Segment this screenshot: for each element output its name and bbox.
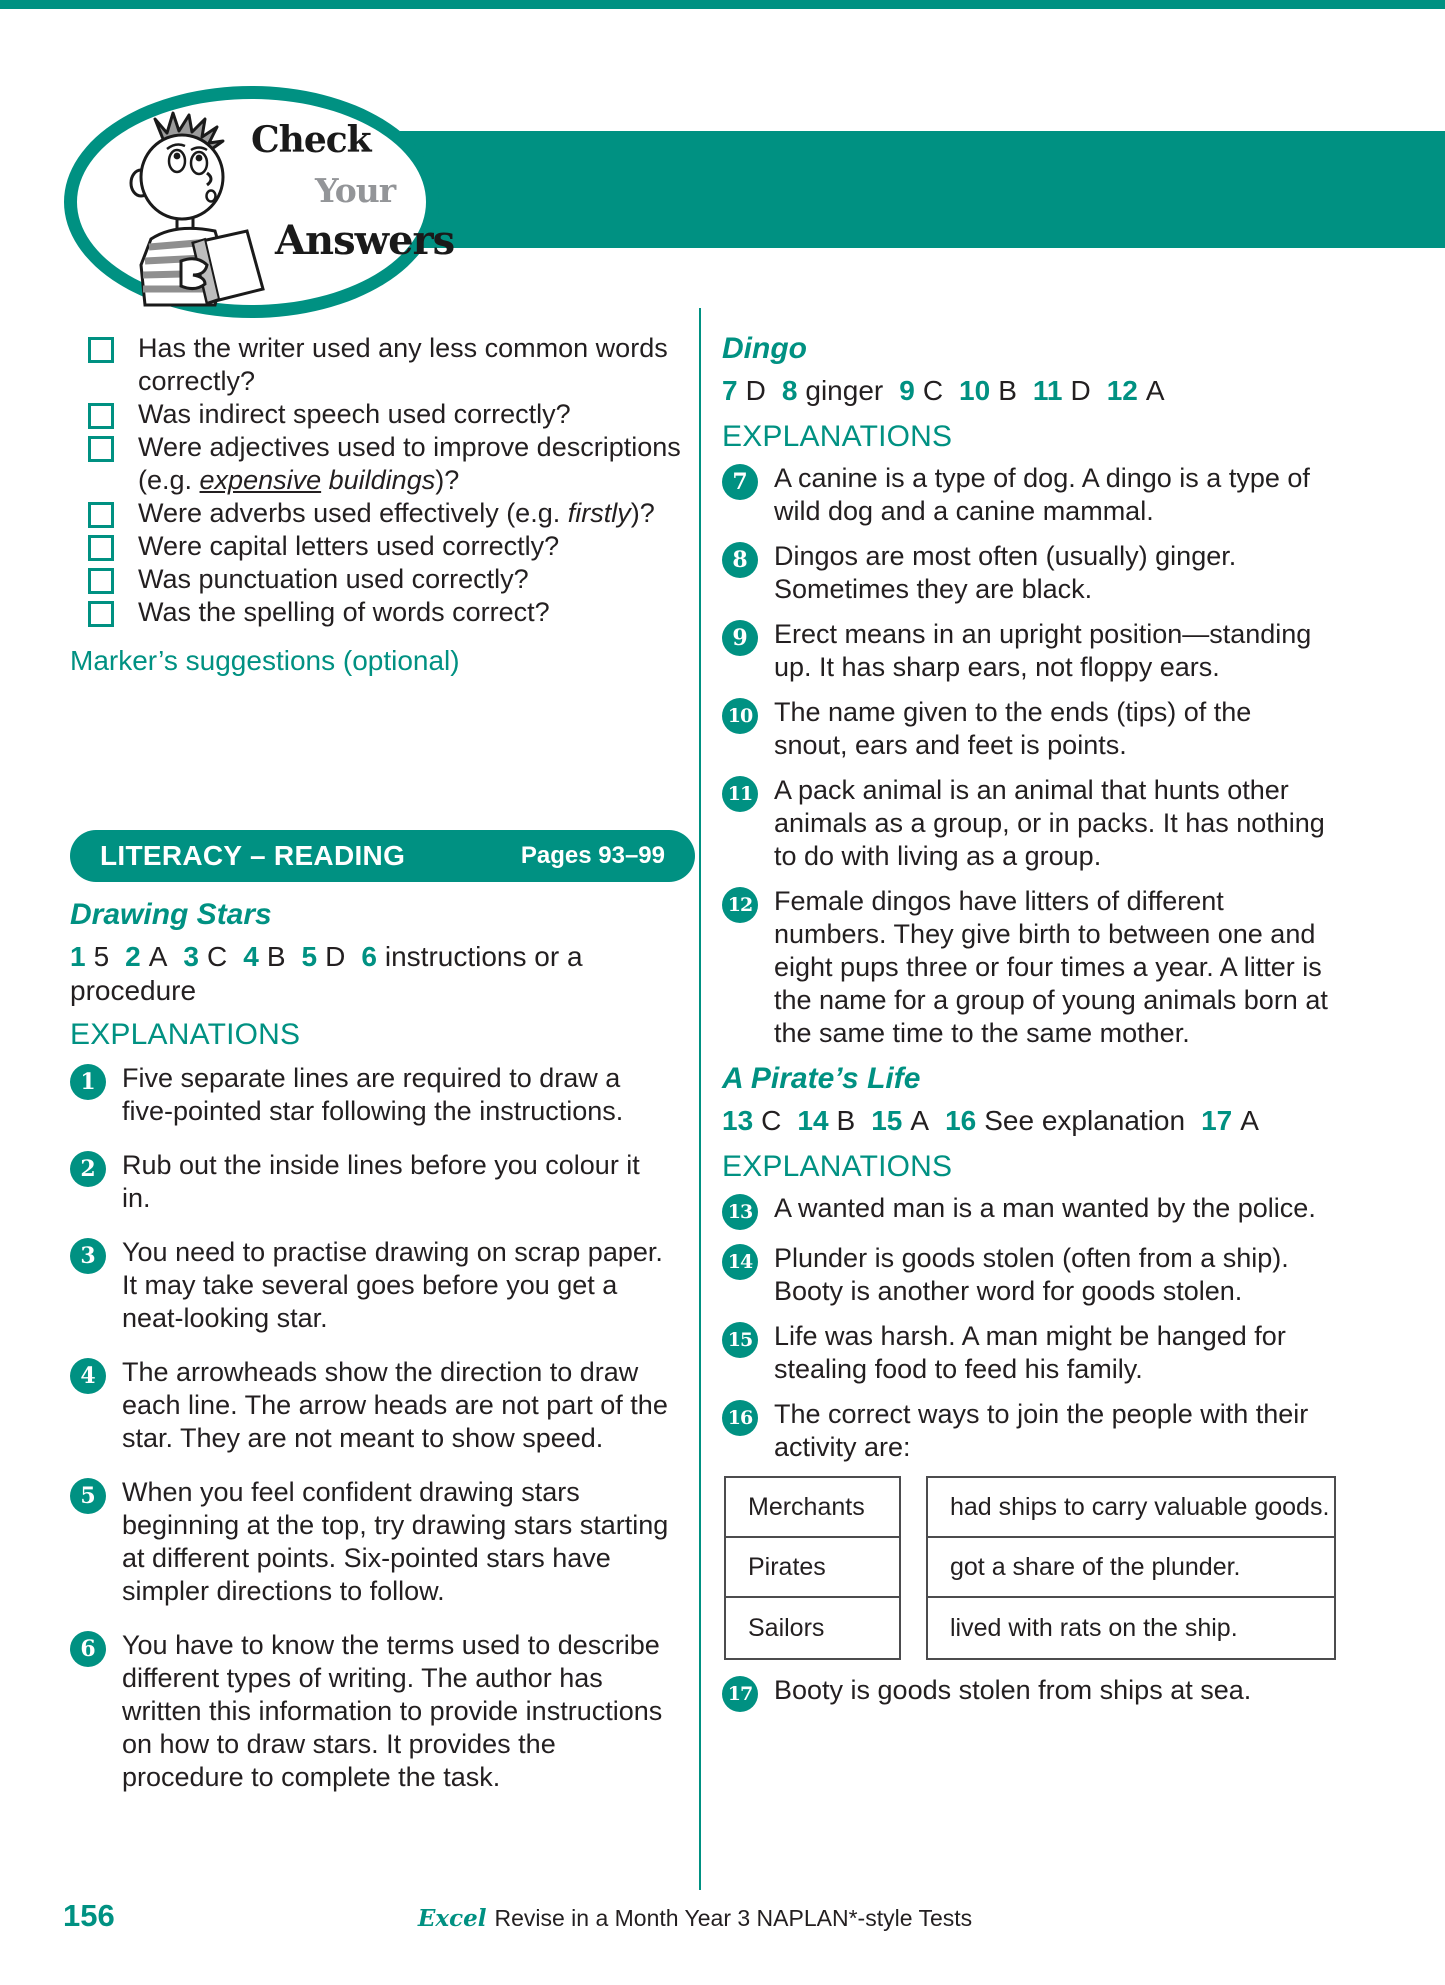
answer-number: 4 [243,941,259,972]
answer-value: A [1240,1105,1259,1136]
answer-value: D [325,941,346,972]
top-edge-strip [0,0,1445,9]
explanation-number-badge: 5 [70,1478,106,1514]
answer-number: 12 [1106,375,1138,406]
match-table-cell-person: Sailors [748,1613,825,1642]
answer-value: C [761,1105,782,1136]
explanation-text: The correct ways to join the people with their activity are: [774,1399,1309,1462]
explanation-number-badge: 7 [722,464,758,500]
text-segment: Were capital letters used correctly? [138,531,560,561]
explanation-number-badge: 13 [722,1194,758,1230]
explanation-item [722,1320,1362,1386]
explanation-item [70,1476,684,1608]
section-title: LITERACY – READING [100,840,406,871]
checklist-item [68,530,682,563]
answer-value: A [1145,375,1165,406]
explanation-number-badge: 4 [70,1358,106,1394]
explanation-item [722,885,1362,1050]
answer-value: C [922,375,944,406]
check-your-answers-logo [64,86,455,318]
explanation-item [70,1629,684,1794]
explanation-item [70,1062,684,1128]
explanation-text: Life was harsh. A man might be hanged for stealing food to feed his family. [774,1321,1286,1384]
explanation-item [70,1236,684,1335]
answer-value: instructions or a procedure [70,941,583,1006]
explanation-number-badge: 14 [722,1244,758,1280]
explanation-number-badge: 12 [722,887,758,923]
explanation-text: The arrowheads show the direction to draw each line. The arrow heads are not part of the star. They are not meant to show speed. [122,1357,668,1453]
answer-number: 16 [945,1105,977,1136]
match-table-activity-column [926,1476,1336,1660]
literacy-reading-section-header [70,830,695,882]
explanation-text: The name given to the ends (tips) of the snout, ears and feet is points. [774,697,1252,760]
checklist-item-text [138,497,682,530]
checkbox-icon [88,337,114,363]
logo-text-check: Check [251,119,371,161]
answer-pair [722,375,766,406]
answer-pair [722,1105,781,1136]
explanation-number-badge: 15 [722,1322,758,1358]
answer-pair [302,941,346,972]
checklist-item [68,563,682,596]
checkbox-icon [88,535,114,561]
answer-pair [125,941,167,972]
text-segment: )? [435,465,460,495]
marker-suggestions-note: Marker’s suggestions (optional) [70,645,460,676]
answer-pair [243,941,285,972]
explanation-item [722,1674,1362,1712]
answer-number: 2 [125,941,141,972]
text-segment: firstly [567,498,631,528]
page-subtitle: Sample Test Paper 1—Literacy [888,319,1372,358]
page-number: 156 [63,1898,115,1933]
drawing-stars-answers [70,940,660,1008]
pirates-answers [722,1104,1362,1138]
text-segment: Were adjectives used to improve descriptions (e.g. [138,432,681,495]
passage-title-dingo: Dingo [722,332,807,365]
answer-number: 9 [899,375,915,406]
answer-number: 7 [722,375,738,406]
explanation-item [722,774,1362,873]
explanation-text: Dingos are most often (usually) ginger. Sometimes they are black. [774,541,1237,604]
answer-pair [945,1105,1185,1136]
match-table-cell-person: Pirates [726,1538,899,1598]
answer-pair [899,375,943,406]
drawing-stars-explanations [70,1062,684,1794]
explanation-number-badge: 8 [722,542,758,578]
passage-title-drawing-stars: Drawing Stars [70,898,272,931]
explanation-number-badge: 6 [70,1631,106,1667]
answer-number: 8 [781,375,798,406]
dingo-explanations [722,462,1362,1050]
explanation-item [722,696,1362,762]
pirates-explanations [722,1192,1362,1464]
text-segment: Were adverbs used effectively (e.g. [138,498,568,528]
text-segment: Was the spelling of words correct? [138,597,550,627]
explanation-number-badge: 11 [722,776,758,812]
checklist-item-text [138,398,682,431]
logo-text-answers: Answers [275,217,455,264]
text-segment [321,465,329,495]
checkbox-icon [88,403,114,429]
answer-value: D [745,375,766,406]
checkbox-icon [88,436,114,462]
explanation-text: A wanted man is a man wanted by the police. [774,1193,1316,1223]
explanation-item [722,618,1362,684]
text-segment: Was indirect speech used correctly? [138,399,571,429]
footer-book-title [0,1905,1390,1932]
explanation-text: You need to practise drawing on scrap paper. It may take several goes before you get a neat-looking star. [122,1237,663,1333]
answer-value: C [207,941,228,972]
explanation-item [722,1398,1362,1464]
answer-pair [1201,1105,1259,1136]
answer-number: 13 [722,1105,754,1136]
checklist-item [68,497,682,530]
answer-value: B [998,375,1017,406]
match-table-cell-person: Merchants [726,1478,899,1538]
checklist-item-text [138,332,682,398]
checklist-item-text [138,530,682,563]
checklist-item-text [138,563,682,596]
explanation-item [722,462,1362,528]
text-segment: buildings [328,465,436,495]
answer-pair [797,1105,855,1136]
answer-value: See explanation [984,1105,1186,1136]
answer-pair [70,941,109,972]
explanation-item [70,1356,684,1455]
checkbox-icon [88,568,114,594]
explanation-text: Five separate lines are required to draw a five-pointed star following the instructions. [122,1063,624,1126]
explanation-number-badge: 9 [722,620,758,656]
text-segment: Has the writer used any less common words correctly? [138,333,668,396]
explanation-item [722,1242,1362,1308]
answer-value: A [148,941,168,972]
explanations-label: EXPLANATIONS [722,420,953,453]
explanation-text: A pack animal is an animal that hunts other animals as a group, or in packs. It has nothing to do with living as a group. [774,775,1325,871]
checklist-item-text [138,431,682,497]
text-segment: expensive [199,465,322,495]
checklist-item [68,332,682,398]
answer-number: 17 [1201,1105,1233,1136]
checklist-item [68,431,682,497]
explanations-label: EXPLANATIONS [722,1150,953,1183]
explanation-text: You have to know the terms used to describe different types of writing. The author has written this information to provide instructions on how to draw stars. It provides the procedure to complete the task. [122,1630,663,1792]
answer-number: 14 [797,1105,829,1136]
match-table-cell-activity: lived with rats on the ship. [950,1613,1238,1642]
logo-text-your: Your [315,171,396,210]
explanation-text: Booty is goods stolen from ships at sea. [774,1675,1252,1705]
explanations-label: EXPLANATIONS [70,1018,301,1051]
explanation-number-badge: 16 [722,1400,758,1436]
answer-number: 10 [959,375,991,406]
answer-number: 15 [871,1105,903,1136]
explanation-text: Erect means in an upright position—standing up. It has sharp ears, not floppy ears. [774,619,1312,682]
right-column [722,332,1362,1724]
answer-value: A [910,1105,930,1136]
checklist-item [68,398,682,431]
explanation-number-badge: 3 [70,1238,106,1274]
answer-number: 1 [70,941,86,972]
explanation-number-badge: 1 [70,1064,106,1100]
explanation-text: A canine is a type of dog. A dingo is a type of wild dog and a canine mammal. [774,463,1310,526]
page-title: ANSWERS [1164,269,1372,313]
explanation-number-badge: 17 [722,1676,758,1712]
answer-pair [871,1105,929,1136]
answer-pair [1033,375,1091,406]
checklist-item-text [138,596,682,629]
answer-number: 6 [361,941,377,972]
explanation-item [70,1149,684,1215]
text-segment: Was punctuation used correctly? [138,564,529,594]
checkbox-icon [88,601,114,627]
footer-text: Revise in a Month Year 3 NAPLAN*-style Tests [494,1905,973,1931]
checklist-item [68,596,682,629]
explanation-text: Rub out the inside lines before you colour it in. [122,1150,640,1213]
explanation-text: Plunder is goods stolen (often from a ship). Booty is another word for goods stolen. [774,1243,1289,1306]
checkbox-icon [88,502,114,528]
left-column [68,332,682,677]
pirates-explanations-continued [722,1674,1362,1712]
explanation-text: When you feel confident drawing stars beginning at the top, try drawing stars starting at different points. Six-pointed stars have simpler directions to follow. [122,1477,669,1606]
match-table-cell-activity: had ships to carry valuable goods. [928,1478,1334,1538]
column-divider [699,308,701,1890]
matching-answer-table [724,1476,1362,1660]
explanation-number-badge: 2 [70,1151,106,1187]
explanation-number-badge: 10 [722,698,758,734]
answer-value: B [266,941,286,972]
explanation-item [722,540,1362,606]
answer-number: 11 [1032,375,1063,406]
answer-number: 5 [301,941,318,972]
footer-brand: Excel [417,1905,487,1932]
answer-value: ginger [805,375,884,406]
answer-pair [959,375,1017,406]
drawing-stars-block [70,898,684,1815]
answer-pair [1107,375,1165,406]
explanation-item [722,1192,1362,1230]
match-table-people-column [724,1476,901,1660]
dingo-answers [722,374,1362,408]
text-segment: )? [630,498,655,528]
match-table-cell-activity: got a share of the plunder. [928,1538,1334,1598]
writing-checklist [68,332,682,629]
answer-value: B [836,1105,856,1136]
answer-value: 5 [93,941,110,972]
answer-number: 3 [183,941,199,972]
passage-title-pirates-life: A Pirate’s Life [722,1062,921,1095]
answer-value: D [1070,375,1091,406]
answer-pair [782,375,883,406]
answer-pair [183,941,227,972]
explanation-text: Female dingos have litters of different numbers. They give birth to between one and eight pups three or four times a year. A litter is the name for a group of young animals born at the same time to the same mother. [774,886,1328,1048]
section-pages-ref: Pages 93–99 [520,842,665,869]
